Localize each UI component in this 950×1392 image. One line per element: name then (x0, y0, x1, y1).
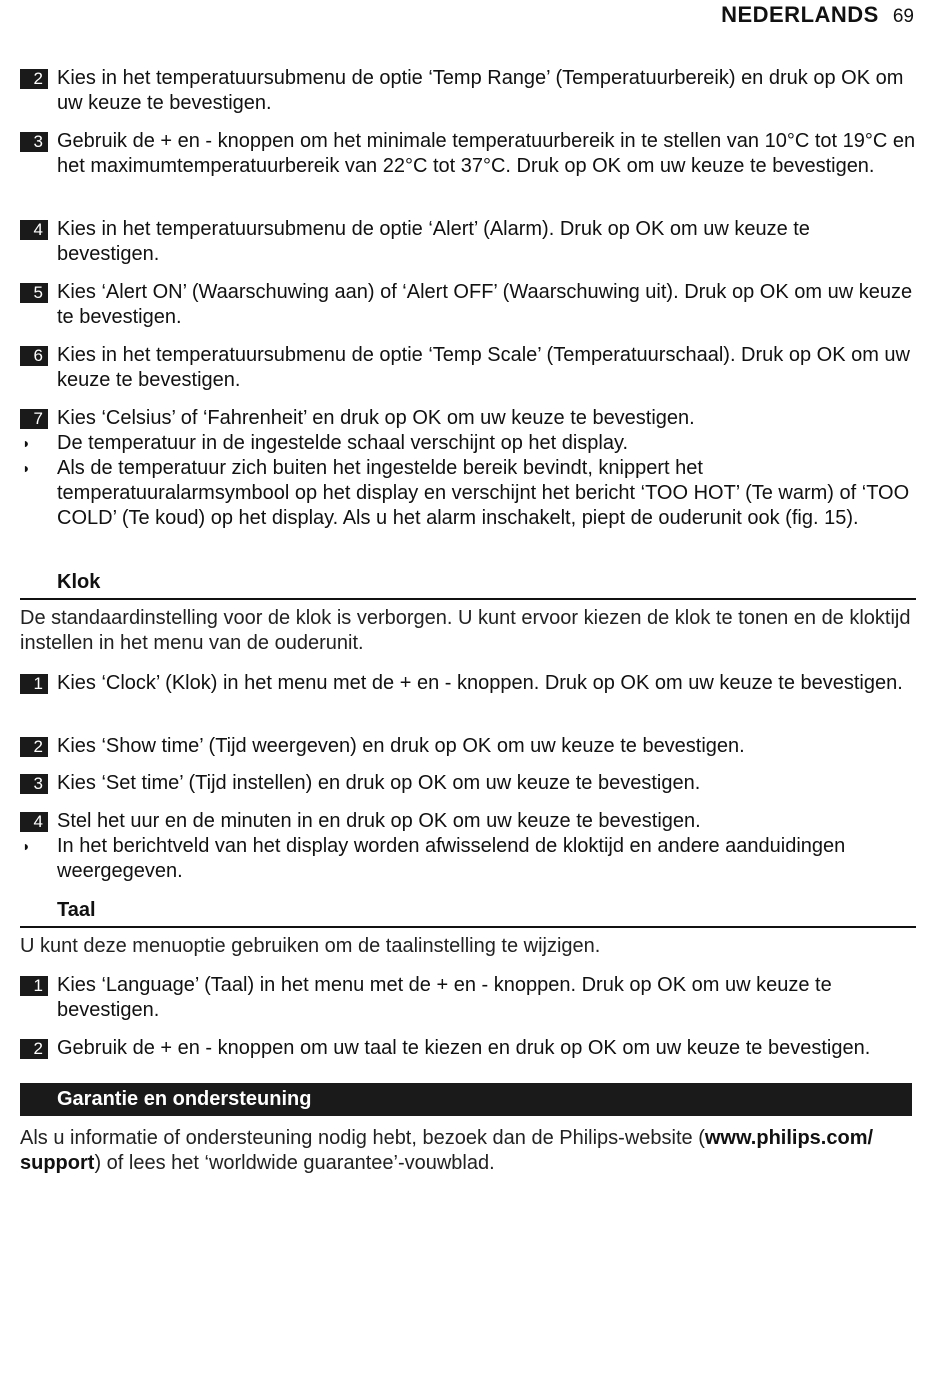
step-show-time (20, 734, 916, 759)
page-number: 69 (892, 6, 914, 27)
step-text: Kies ‘Language’ (Taal) in het menu met de + en - knoppen. Druk op OK om uw keuze te bevestigen. (57, 974, 832, 1021)
step-hours-minutes (20, 809, 916, 884)
bullet-text: De temperatuur in de ingestelde schaal verschijnt op het display. (57, 432, 629, 454)
step-text: Kies ‘Alert ON’ (Waarschuwing aan) of ‘Alert OFF’ (Waarschuwing uit). Druk op OK om uw keuze te bevestigen. (57, 281, 913, 328)
step-celsius-fahrenheit (20, 406, 916, 531)
step-text: Gebruik de + en - knoppen om uw taal te kiezen en druk op OK om uw keuze te bevestigen. (57, 1037, 871, 1059)
step-number: 1 (20, 976, 48, 996)
step-number: 4 (20, 220, 48, 240)
step-text: Gebruik de + en - knoppen om het minimale temperatuurbereik in te stellen van 10°C tot 19°C en het maximumtemperatuurbereik van 22°C tot 37°C. Druk op OK om uw keuze te bevestigen. (57, 130, 916, 177)
step-number: 2 (20, 69, 48, 89)
step-temp-scale (20, 343, 916, 393)
bullet-text: In het berichtveld van het display worden afwisselend de kloktijd en andere aanduidingen weergegeven. (57, 835, 846, 882)
step-number: 3 (20, 132, 48, 152)
bullet-text: Als de temperatuur zich buiten het ingestelde bereik bevindt, knippert het temperatuuralarmsymbool op het display en verschijnt het bericht ‘TOO HOT’ (Te warm) of ‘TOO COLD’ (Te koud) op het display. Als u het alarm inschakelt, piept de ouderunit ook (fig. 15). (57, 457, 910, 529)
section-klok (20, 569, 916, 656)
step-number: 2 (20, 1039, 48, 1059)
language-label: NEDERLANDS (721, 2, 879, 27)
step-text: Kies ‘Show time’ (Tijd weergeven) en druk op OK om uw keuze te bevestigen. (57, 735, 745, 757)
step-set-range (20, 129, 916, 179)
step-clock (20, 671, 916, 696)
garantie-text-after: ) of lees het ‘worldwide guarantee’-vouwblad. (94, 1152, 495, 1174)
page-header (721, 2, 914, 30)
bullet-icon: ◗ (22, 435, 31, 451)
step-alert (20, 217, 916, 267)
section-heading-bar: Garantie en ondersteuning (20, 1083, 912, 1116)
step-text: Kies ‘Celsius’ of ‘Fahrenheit’ en druk op OK om uw keuze te bevestigen. (57, 407, 695, 429)
step-number: 5 (20, 283, 48, 303)
step-text: Kies ‘Set time’ (Tijd instellen) en druk op OK om uw keuze te bevestigen. (57, 772, 701, 794)
philips-support-link[interactable]: www.philips.com/ support (20, 1127, 874, 1174)
step-text: Kies in het temperatuursubmenu de optie ‘Temp Scale’ (Temperatuurschaal). Druk op OK om uw keuze te bevestigen. (57, 344, 910, 391)
step-set-time (20, 771, 916, 796)
bullet-icon: ◗ (22, 460, 31, 476)
garantie-text (20, 1126, 912, 1176)
section-garantie (20, 1083, 912, 1176)
garantie-text-before: Als u informatie of ondersteuning nodig hebt, bezoek dan de Philips-website ( (20, 1127, 705, 1149)
step-text: Kies in het temperatuursubmenu de optie ‘Alert’ (Alarm). Druk op OK om uw keuze te bevestigen. (57, 218, 810, 265)
step-text: Kies in het temperatuursubmenu de optie ‘Temp Range’ (Temperatuurbereik) en druk op OK om uw keuze te bevestigen. (57, 67, 904, 114)
section-intro: De standaardinstelling voor de klok is verborgen. U kunt ervoor kiezen de klok te tonen en de kloktijd instellen in het menu van de ouderunit. (20, 607, 911, 654)
bullet-item (20, 834, 916, 884)
step-choose-language (20, 1036, 916, 1061)
step-language (20, 973, 916, 1023)
bullet-item (20, 456, 916, 531)
section-heading: Klok (20, 569, 916, 600)
step-number: 2 (20, 737, 48, 757)
section-taal (20, 897, 916, 959)
bullet-icon: ◗ (22, 838, 31, 854)
bullet-item (20, 431, 916, 456)
section-intro: U kunt deze menuoptie gebruiken om de taalinstelling te wijzigen. (20, 935, 601, 957)
step-number: 7 (20, 409, 48, 429)
section-heading: Taal (20, 897, 916, 928)
step-number: 6 (20, 346, 48, 366)
step-number: 4 (20, 812, 48, 832)
step-text: Kies ‘Clock’ (Klok) in het menu met de + en - knoppen. Druk op OK om uw keuze te bevestigen. (57, 672, 903, 694)
step-number: 3 (20, 774, 48, 794)
step-number: 1 (20, 674, 48, 694)
step-temp-range (20, 66, 916, 116)
step-text: Stel het uur en de minuten in en druk op OK om uw keuze te bevestigen. (57, 810, 701, 832)
step-alert-on-off (20, 280, 916, 330)
